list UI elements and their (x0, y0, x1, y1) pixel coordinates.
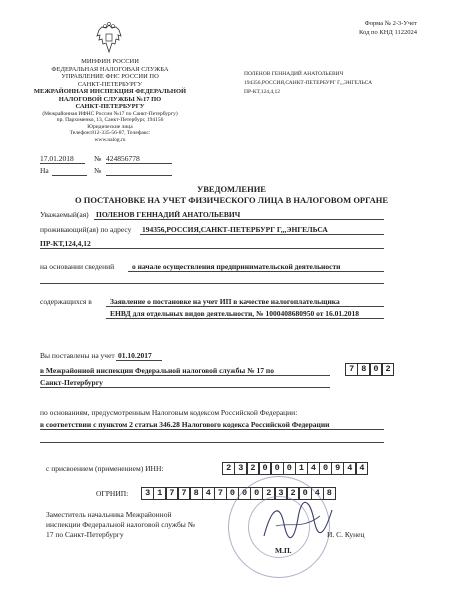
resides-address: 194356,РОССИЯ,САНКТ-ПЕТЕРБУРГ Г,,,ЭНГЕЛЬСА (142, 225, 328, 234)
authority-line: НАЛОГОВОЙ СЛУЖБЫ №17 ПО (58, 95, 162, 103)
doc-no-label: № (94, 154, 102, 163)
authority-block (22, 58, 198, 143)
grounds-value: в соответствии с пунктом 2 статьи 346.28 Налогового кодекса Российской Федерации (40, 420, 330, 429)
ogrnip-cell: 4 (202, 487, 215, 500)
notice-title: УВЕДОМЛЕНИЕ (197, 184, 266, 194)
inn-cells (223, 462, 368, 475)
underline (40, 387, 330, 388)
underline (40, 163, 85, 164)
authority-line: МИНФИН РОССИИ (81, 58, 139, 65)
underline (140, 234, 384, 235)
ogrnip-cell: 8 (323, 487, 336, 500)
inn-cell: 0 (283, 462, 296, 475)
doc-date: 17.01.2018 (40, 154, 74, 163)
ogrnip-cell: 7 (166, 487, 179, 500)
underline (116, 360, 162, 361)
authority-line: МЕЖРАЙОННАЯ ИНСПЕКЦИЯ ФЕДЕРАЛЬНОЙ (33, 88, 187, 95)
authority-line: (Межрайонная ИФНС России №17 по Санкт-Петербургу) (42, 110, 178, 117)
notice-subtitle: О ПОСТАНОВКЕ НА УЧЕТ ФИЗИЧЕСКОГО ЛИЦА В НАЛОГОВОМ ОРГАНЕ (74, 195, 389, 205)
ogrnip-cell: 3 (141, 487, 154, 500)
ogrnip-cell: 7 (214, 487, 227, 500)
underline (40, 248, 384, 249)
recipient-address: ПР-КТ,124,4,12 (244, 89, 280, 95)
registered-date: 01.10.2017 (118, 351, 152, 360)
ogrnip-cell: 0 (299, 487, 312, 500)
ogrnip-cell: 8 (190, 487, 203, 500)
authority-line: Телефон:812-335-56-87, Телефакс: (69, 130, 151, 136)
basis-value: о начале осуществления предпринимательской деятельности (132, 262, 341, 271)
ogrnip-cell: 2 (287, 487, 300, 500)
underline (106, 306, 384, 307)
underline (40, 429, 384, 430)
resides-label: проживающий(ая) по адресу (40, 225, 132, 234)
coat-of-arms-icon (94, 22, 124, 55)
inn-cell: 2 (222, 462, 235, 475)
signer-position: инспекции Федеральной налоговой службы № (46, 520, 195, 529)
authority-line: ФЕДЕРАЛЬНАЯ НАЛОГОВАЯ СЛУЖБА (51, 65, 169, 73)
signer-position: 17 по Санкт-Петербургу (46, 530, 124, 539)
registered-label: Вы поставлены на учет (40, 351, 115, 360)
dear-label: Уважаемый(ая) (40, 210, 89, 219)
grounds-label: по основаниям, предусмотренным Налоговым кодексом Российской Федерации: (40, 408, 298, 417)
recipient-address: 194356,РОССИЯ,САНКТ-ПЕТЕРБУРГ Г,,,ЭНГЕЛЬСА (244, 80, 373, 86)
knd-code: Код по КНД 1122024 (359, 29, 417, 36)
authority-line: Юридические лица (87, 123, 133, 130)
mp-label: М.П. (275, 546, 292, 555)
signature-scribble-icon (258, 496, 338, 546)
inn-cell: 3 (234, 462, 247, 475)
inn-label: с присвоением (применением) ИНН: (46, 464, 164, 473)
inn-cell: 4 (307, 462, 320, 475)
inspection-name: в Межрайонной инспекции Федеральной налоговой службы № 17 по (40, 366, 274, 375)
authority-line: САНКТ-ПЕТЕРБУРГУ (75, 103, 145, 110)
inspection-code-cells (346, 363, 394, 376)
ogrnip-cell: 3 (275, 487, 288, 500)
underline (52, 175, 87, 176)
inn-cell: 4 (356, 462, 369, 475)
ogrnip-cell: 0 (250, 487, 263, 500)
na-no-label: № (94, 166, 102, 175)
underline (106, 318, 384, 319)
na-label: На (40, 166, 49, 175)
basis-label: на основании сведений (40, 262, 115, 271)
ogrnip-label: ОГРНИП: (96, 489, 129, 498)
underline (40, 283, 384, 284)
signer-position: Заместитель начальника Межрайонной (46, 510, 172, 519)
ogrnip-cell: 2 (262, 487, 275, 500)
inn-cell: 0 (319, 462, 332, 475)
ogrnip-cell: 7 (178, 487, 191, 500)
signer-name: И. С. Кунец (327, 530, 365, 539)
form-number: Форма № 2-3-Учет (364, 20, 417, 27)
ogrnip-cell: 0 (238, 487, 251, 500)
ogrnip-cell: 0 (226, 487, 239, 500)
authority-line: УПРАВЛЕНИЕ ФНС РОССИИ ПО (61, 73, 159, 80)
underline (94, 219, 384, 220)
authority-line: пр. Пархоменко, 13, Санкт-Петербург, 194156 (56, 117, 164, 123)
inn-cell: 4 (343, 462, 356, 475)
contained-value-2: ЕНВД для отдельных видов деятельности, № 1000408680950 от 16.01.2018 (110, 309, 360, 318)
inn-cell: 9 (331, 462, 344, 475)
recipient-name: ПОЛЕНОВ ГЕННАДИЙ АНАТОЛЬЕВИЧ (244, 71, 344, 77)
inn-cell: 2 (247, 462, 260, 475)
code-cell: 8 (357, 363, 370, 376)
inspection-name-2: Санкт-Петербургу (40, 378, 103, 387)
authority-line: САНКТ-ПЕТЕРБУРГУ (77, 80, 143, 88)
dear-name: ПОЛЕНОВ ГЕННАДИЙ АНАТОЛЬЕВИЧ (96, 210, 241, 219)
inn-cell: 1 (295, 462, 308, 475)
code-cell: 7 (345, 363, 358, 376)
inn-cell: 0 (259, 462, 272, 475)
ogrnip-cell: 1 (153, 487, 166, 500)
underline (106, 175, 172, 176)
doc-number: 424856778 (106, 154, 140, 163)
resides-address-2: ПР-КТ,124,4,12 (40, 239, 91, 248)
underline (40, 375, 330, 376)
ogrnip-cell: 4 (311, 487, 324, 500)
contained-value: Заявление о постановке на учет ИП в качестве налогоплательщика (110, 297, 340, 306)
underline (106, 163, 172, 164)
contained-label: содержащихся в (40, 297, 92, 306)
code-cell: 2 (382, 363, 395, 376)
inn-cell: 0 (271, 462, 284, 475)
underline (40, 442, 384, 443)
underline (128, 271, 384, 272)
code-cell: 0 (370, 363, 383, 376)
authority-line: www.nalog.ru (94, 136, 126, 143)
